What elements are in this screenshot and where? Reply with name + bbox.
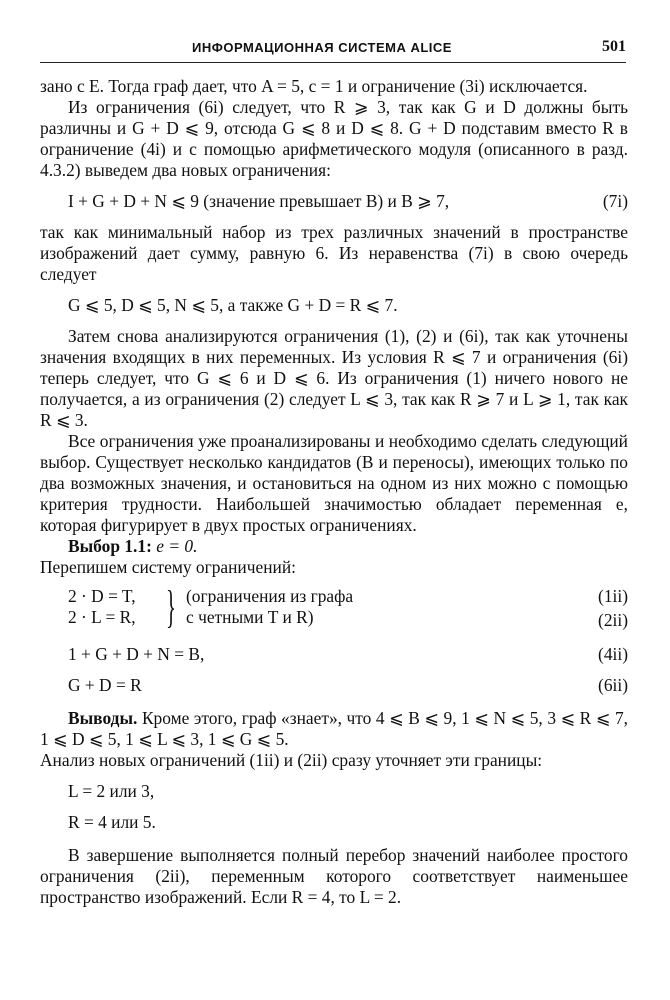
choice-label: Выбор 1.1: [68,536,152,556]
equation-bounds [68,295,628,316]
equation-7i [68,191,628,212]
system-note [186,586,353,628]
system-left [68,586,136,628]
equation-6ii [68,675,628,696]
equation-4ii-text: 1 + G + D + N = B, [68,644,205,664]
paragraph-3: так как минимальный набор из трех различных значений в пространстве изображений дает сумму, равную 6. Из неравенства (7i) в свою очередь следует [40,222,628,284]
equation-bounds-text: G ⩽ 5, D ⩽ 5, N ⩽ 5, а также G + D = R ⩽ 7. [68,295,398,315]
paragraph-1: зано с E. Тогда граф дает, что A = 5, c = 1 и ограничение (3i) исключается. [40,76,588,96]
paragraph-6: Перепишем систему ограничений: [40,557,296,577]
choice-line [40,536,628,557]
header-title: ИНФОРМАЦИОННАЯ СИСТЕМА ALICE [192,40,452,55]
equation-4ii [68,644,628,665]
conclusions-paragraph [40,708,628,750]
choice-value: e = 0. [156,536,198,556]
constraint-system [68,581,628,634]
conclusions-label: Выводы. [68,708,138,728]
system-note-1: (ограничения из графа [186,586,354,606]
system-line-1: 2 · D = T, [68,586,136,606]
paragraph-5: Все ограничения уже проанализированы и необходимо сделать следующий выбор. Существует несколько кандидатов (B и переносы), имеющих только по два возможных значения, и остановиться на одном из них можно с помощью критерия трудности. Наибольшей значимостью обладает переменная e, которая фигурирует в двух простых ограничениях. [40,431,628,535]
page-body [40,76,628,908]
running-header [40,36,626,63]
equation-6ii-text: G + D = R [68,675,142,695]
conclusions-text: Кроме этого, граф «знает», что 4 ⩽ B ⩽ 9, 1 ⩽ N ⩽ 5, 3 ⩽ R ⩽ 7, 1 ⩽ D ⩽ 5, 1 ⩽ L ⩽ 3, 1 ⩽ G ⩽ 5. [40,708,628,749]
equation-6ii-number: (6ii) [598,675,628,695]
paragraph-2: Из ограничения (6i) следует, что R ⩾ 3, так как G и D должны быть различны и G + D ⩽ 9, отсюда G ⩽ 8 и D ⩽ 8. G + D подставим вместо R в ограничение (4i) и с помощью арифметического модуля (описанного в разд. 4.3.2) выведем два новых ограничения: [40,97,628,180]
equation-4ii-number: (4ii) [598,644,628,664]
result-1: L = 2 или 3, [68,781,155,801]
result-2: R = 4 или 5. [68,812,156,832]
paragraph-8: В завершение выполняется полный перебор значений наиболее простого ограничения (2ii), переменным которого соответствует наименьшее пространство изображений. Если R = 4, то L = 2. [40,845,628,907]
system-number-2: (2ii) [598,610,628,630]
equation-7i-text: I + G + D + N ⩽ 9 (значение превышает B) и B ⩾ 7, [68,191,450,211]
right-brace-icon: } [166,581,176,632]
system-line-2: 2 · L = R, [68,607,136,627]
paragraph-4: Затем снова анализируются ограничения (1), (2) и (6i), так как уточнены значения входящих в них переменных. Из условия R ⩽ 7 и ограничения (6i) теперь следует, что G ⩽ 6 и D ⩽ 6. Из ограничения (1) ничего нового не получается, а из ограничения (2) следует L ⩽ 3, так как R ⩾ 7 и L ⩾ 1, так как R ⩽ 3. [40,326,628,430]
equation-7i-number: (7i) [602,191,628,211]
page-number: 501 [602,38,626,55]
paragraph-7: Анализ новых ограничений (1ii) и (2ii) сразу уточняет эти границы: [40,750,543,770]
system-number-1: (1ii) [598,586,628,606]
system-note-2: с четными T и R) [186,607,314,627]
